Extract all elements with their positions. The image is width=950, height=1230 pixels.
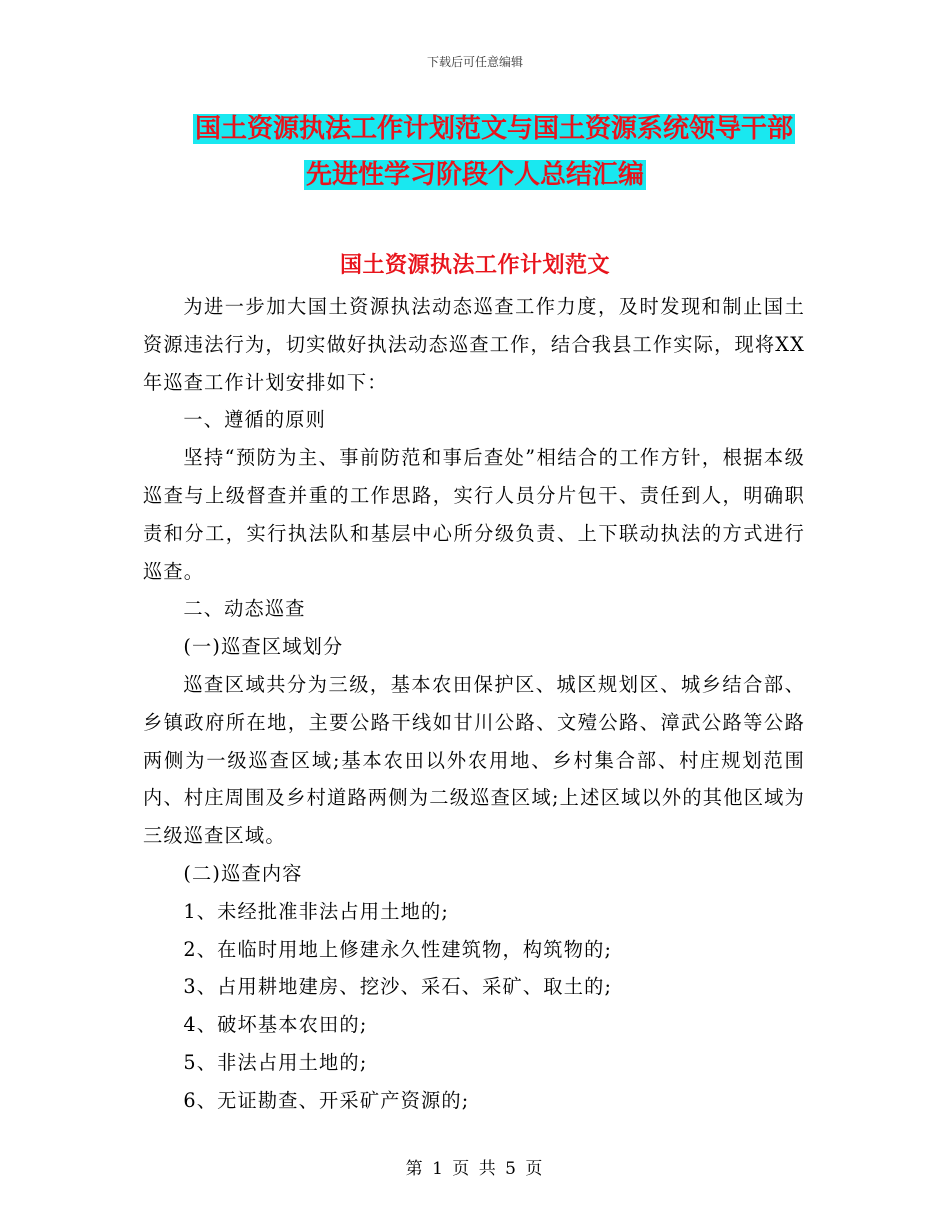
page-header: 下载后可任意编辑 <box>426 55 523 69</box>
subsection-heading: (二)巡查内容 <box>183 861 303 885</box>
list-item: 3、占用耕地建房、挖沙、采石、采矿、取土的; <box>183 975 613 999</box>
paragraph: 巡查区域共分为三级，基本农田保护区、城区规划区、城乡结合部、乡镇政府所在地，主要公路干线如甘川公路、文殪公路、漳武公路等公路两侧为一级巡查区域;基本农田以外农用地、乡村集合部、村庄规划范围内、村庄周围及乡村道路两侧为二级巡查区域;上述区域以外的其他区域为三级巡查区域。 <box>143 672 805 848</box>
list-item: 6、无证勘查、开采矿产资源的; <box>183 1088 470 1112</box>
section-heading: 二、动态巡查 <box>183 597 306 621</box>
list-item: 1、未经批准非法占用土地的; <box>183 899 450 923</box>
list-item: 5、非法占用土地的; <box>183 1050 368 1074</box>
page-footer: 第 1 页 共 5 页 <box>405 1159 545 1179</box>
paragraph: 坚持“预防为主、事前防范和事后查处”相结合的工作方针，根据本级巡查与上级督查并重的工作思路，实行人员分片包干、责任到人，明确职责和分工，实行执法队和基层中心所分级负责、上下联动执法的方式进行巡查。 <box>143 446 805 583</box>
list-item: 2、在临时用地上修建永久性建筑物，构筑物的; <box>183 937 613 961</box>
section-title: 国土资源执法工作计划范文 <box>339 253 610 278</box>
subsection-heading: (一)巡查区域划分 <box>183 635 344 659</box>
title-line-1: 国土资源执法工作计划范文与国土资源系统领导干部 <box>195 114 794 144</box>
document-body <box>143 288 805 1120</box>
title-line-2: 先进性学习阶段个人总结汇编 <box>306 160 645 190</box>
list-item: 4、破坏基本农田的; <box>183 1013 368 1037</box>
section-heading: 一、遵循的原则 <box>183 408 327 432</box>
paragraph: 为进一步加大国土资源执法动态巡查工作力度，及时发现和制止国土资源违法行为，切实做好执法动态巡查工作，结合我县工作实际，现将XX年巡查工作计划安排如下： <box>143 295 805 394</box>
